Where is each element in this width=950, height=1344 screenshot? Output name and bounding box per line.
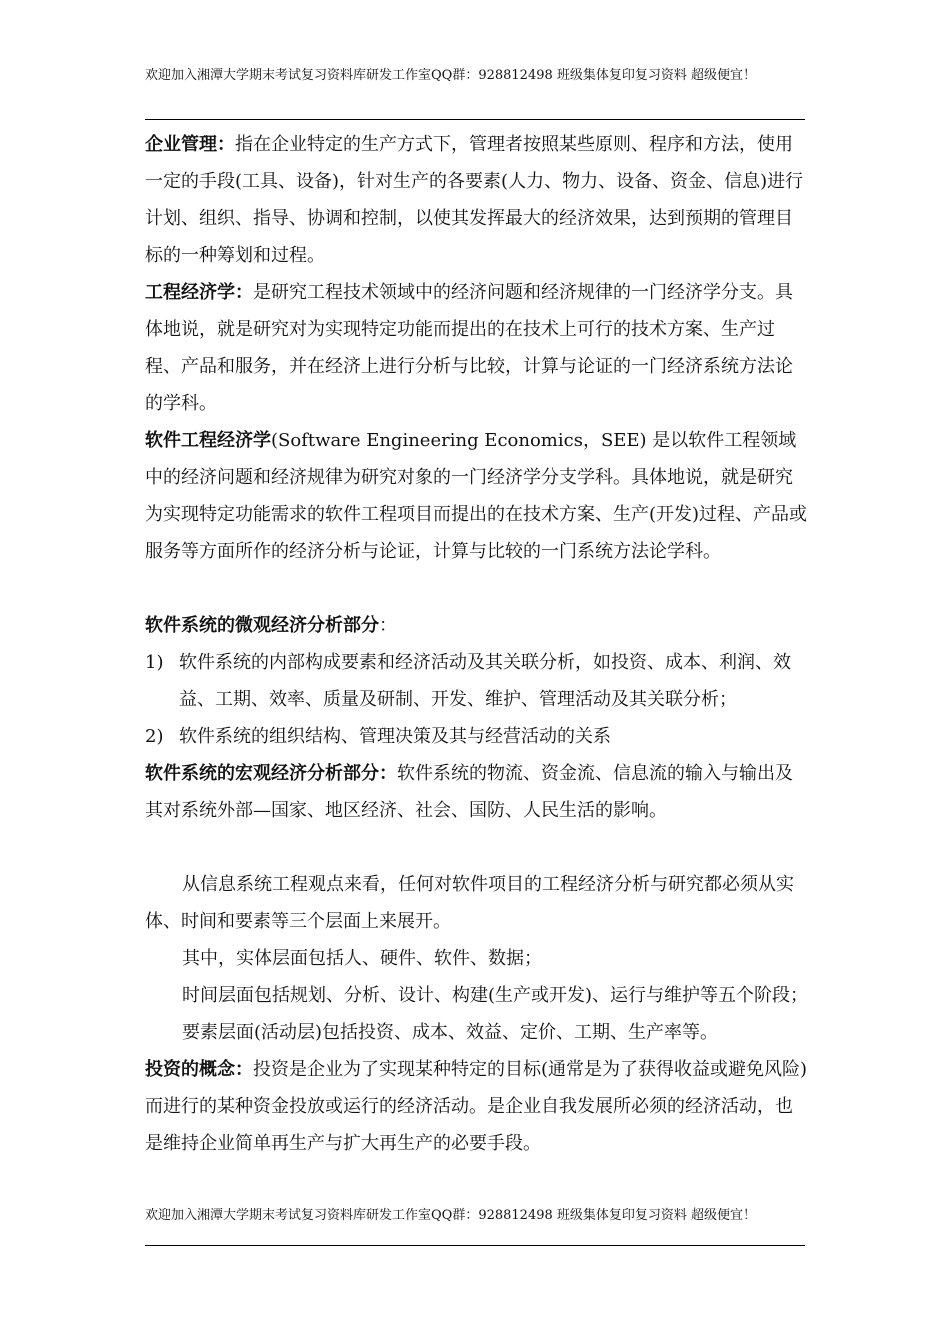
definition-investment: 投资是企业为了实现某种特定的目标(通常是为了获得收益或避免风险)而进行的某种资金投放或运行的经济活动。是企业自我发展所必须的经济活动，也是维持企业简单再生产与扩大再生产的必要手段。 (145, 1059, 808, 1154)
paragraph-software-engineering-economics (145, 422, 810, 570)
paragraph-element-layer: 要素层面(活动层)包括投资、成本、效益、定价、工期、生产率等。 (182, 1022, 719, 1043)
page-content (145, 126, 810, 1162)
term-macro-analysis: 软件系统的宏观经济分析部分： (145, 763, 397, 784)
blank-line (145, 829, 810, 866)
definition-software-engineering-economics: (Software Engineering Economics，SEE) 是以软件工程领域中的经济问题和经济规律为研究对象的一门经济学分支学科。具体地说，就是研究为实现特定功能需求的软件工程项目而提出的在技术方案、生产(开发)过程、产品或服务等方面所作的经济分析与论证，计算与比较的一门系统方法论学科。 (145, 430, 808, 562)
paragraph-macro-analysis (145, 755, 810, 829)
list-item (145, 718, 810, 755)
header-rule (145, 119, 805, 120)
heading-micro-analysis-text: 软件系统的微观经济分析部分 (145, 615, 379, 636)
page-header: 欢迎加入湘潭大学期末考试复习资料库研发工作室QQ群：928812498 班级集体复印复习资料 超级便宜！ (145, 68, 757, 83)
list-item (145, 644, 810, 718)
list-item-number: 2) (145, 726, 164, 747)
paragraph-info-system-view: 从信息系统工程观点来看，任何对软件项目的工程经济分析与研究都必须从实体、时间和要素等三个层面上来展开。 (145, 874, 794, 932)
definition-macro-analysis: 软件系统的物流、资金流、信息流的输入与输出及其对系统外部—国家、地区经济、社会、国防、人民生活的影响。 (145, 763, 793, 821)
paragraph-entity-layer: 其中，实体层面包括人、硬件、软件、数据； (182, 948, 542, 969)
term-software-engineering-economics: 软件工程经济学 (145, 430, 271, 451)
heading-micro-analysis-colon: ： (379, 615, 397, 636)
paragraph-engineering-economics (145, 274, 810, 422)
term-investment: 投资的概念： (145, 1059, 253, 1080)
list-item-number: 1) (145, 652, 164, 673)
definition-enterprise-management: 指在企业特定的生产方式下，管理者按照某些原则、程序和方法，使用一定的手段(工具、设备)，针对生产的各要素(人力、物力、设备、资金、信息)进行计划、组织、指导、协调和控制，以使其发挥最大的经济效果，达到预期的管理目标的一种筹划和过程。 (145, 134, 804, 266)
list-item-text: 软件系统的组织结构、管理决策及其与经营活动的关系 (179, 726, 611, 747)
page-footer: 欢迎加入湘潭大学期末考试复习资料库研发工作室QQ群：928812498 班级集体复印复习资料 超级便宜！ (145, 1208, 757, 1223)
list-item-text: 软件系统的内部构成要素和经济活动及其关联分析，如投资、成本、利润、效益、工期、效率、质量及研制、开发、维护、管理活动及其关联分析； (179, 652, 791, 710)
definition-engineering-economics: 是研究工程技术领域中的经济问题和经济规律的一门经济学分支。具体地说，就是研究对为实现特定功能而提出的在技术上可行的技术方案、生产过程、产品和服务，并在经济上进行分析与比较，计算与论证的一门经济系统方法论的学科。 (145, 282, 793, 414)
footer-rule (145, 1245, 805, 1246)
paragraph-time-layer: 时间层面包括规划、分析、设计、构建(生产或开发)、运行与维护等五个阶段； (182, 985, 809, 1006)
heading-micro-analysis (145, 607, 810, 644)
blank-line (145, 570, 810, 607)
term-enterprise-management: 企业管理： (145, 134, 235, 155)
term-engineering-economics: 工程经济学： (145, 282, 253, 303)
paragraph-enterprise-management (145, 126, 810, 274)
paragraph-investment (145, 1051, 810, 1162)
